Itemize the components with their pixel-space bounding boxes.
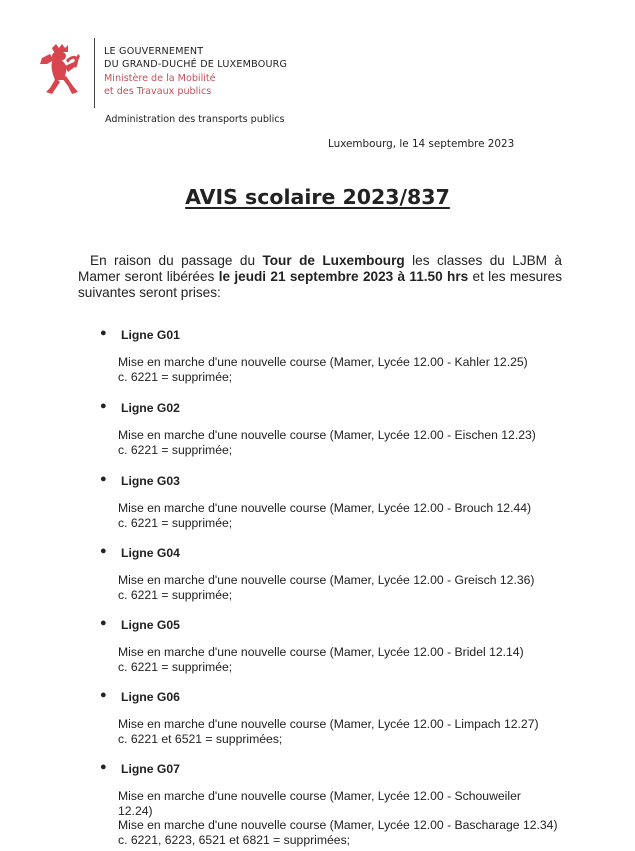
administration-name: Administration des transports publics <box>105 114 285 125</box>
detail-line: c. 6221 = supprimée; <box>118 442 233 457</box>
detail-line: Mise en marche d'une nouvelle course (Mamer, Lycée 12.00 - Schouweiler <box>118 789 521 803</box>
line-details <box>118 428 558 457</box>
line-heading: Ligne G05 <box>121 618 180 632</box>
document-title-text: AVIS scolaire 2023/837 <box>185 185 450 209</box>
ministry-line-2: et des Travaux publics <box>104 86 212 98</box>
detail-line: c. 6221 et 6521 = supprimées; <box>118 731 283 746</box>
bullet-icon: ● <box>100 400 107 412</box>
detail-line: c. 6221 = supprimée; <box>118 587 233 602</box>
line-details <box>118 501 558 530</box>
bullet-icon: ● <box>100 327 107 339</box>
detail-line: Mise en marche d'une nouvelle course (Mamer, Lycée 12.00 - Bridel 12.14) <box>118 645 524 659</box>
detail-line: Mise en marche d'une nouvelle course (Mamer, Lycée 12.00 - Greisch 12.36) <box>118 573 535 587</box>
government-line-2: DU GRAND-DUCHÉ DE LUXEMBOURG <box>104 59 288 71</box>
detail-line: c. 6221, 6223, 6521 et 6821 = supprimées; <box>118 832 351 847</box>
detail-line: 12.24) <box>118 803 153 818</box>
detail-line: c. 6221 = supprimée; <box>118 515 233 530</box>
line-heading: Ligne G06 <box>121 690 180 704</box>
line-details <box>118 717 558 746</box>
intro-text-2: les classes du LJBM à Mamer seront libérées <box>78 253 562 284</box>
document-title <box>0 185 635 209</box>
detail-line: Mise en marche d'une nouvelle course (Mamer, Lycée 12.00 - Kahler 12.25) <box>118 355 528 369</box>
red-lion-icon <box>38 42 84 98</box>
detail-line: c. 6221 = supprimée; <box>118 369 233 384</box>
line-heading: Ligne G02 <box>121 401 180 415</box>
detail-line: Mise en marche d'une nouvelle course (Mamer, Lycée 12.00 - Limpach 12.27) <box>118 717 539 731</box>
line-details <box>118 789 558 847</box>
detail-line: Mise en marche d'une nouvelle course (Mamer, Lycée 12.00 - Brouch 12.44) <box>118 501 532 515</box>
detail-line: Mise en marche d'une nouvelle course (Mamer, Lycée 12.00 - Eischen 12.23) <box>118 428 536 442</box>
bullet-icon: ● <box>100 761 107 773</box>
ministry-line-1: Ministère de la Mobilité <box>104 72 216 84</box>
detail-line: c. 6221 = supprimée; <box>118 659 233 674</box>
intro-text-1: En raison du passage du <box>90 253 263 268</box>
government-line-1: LE GOUVERNEMENT <box>104 46 204 57</box>
line-details <box>118 573 558 602</box>
intro-text-3: et les mesures suivantes seront prises: <box>78 269 563 300</box>
bullet-icon: ● <box>100 473 107 485</box>
detail-line: Mise en marche d'une nouvelle course (Mamer, Lycée 12.00 - Bascharage 12.34) <box>118 818 558 832</box>
line-details <box>118 355 558 384</box>
bullet-icon: ● <box>100 617 107 629</box>
line-heading: Ligne G07 <box>121 762 180 776</box>
line-details <box>118 645 558 674</box>
line-heading: Ligne G01 <box>121 328 180 342</box>
document-date: Luxembourg, le 14 septembre 2023 <box>328 138 515 150</box>
intro-bold-2: le jeudi 21 septembre 2023 à 11.50 hrs <box>218 269 469 284</box>
line-heading: Ligne G03 <box>121 474 180 488</box>
line-heading: Ligne G04 <box>121 546 180 560</box>
letterhead <box>104 45 287 99</box>
bullet-icon: ● <box>100 689 107 701</box>
bullet-icon: ● <box>100 545 107 557</box>
intro-bold-1: Tour de Luxembourg <box>262 253 405 268</box>
intro-paragraph <box>78 253 562 301</box>
letterhead-divider <box>94 38 95 108</box>
